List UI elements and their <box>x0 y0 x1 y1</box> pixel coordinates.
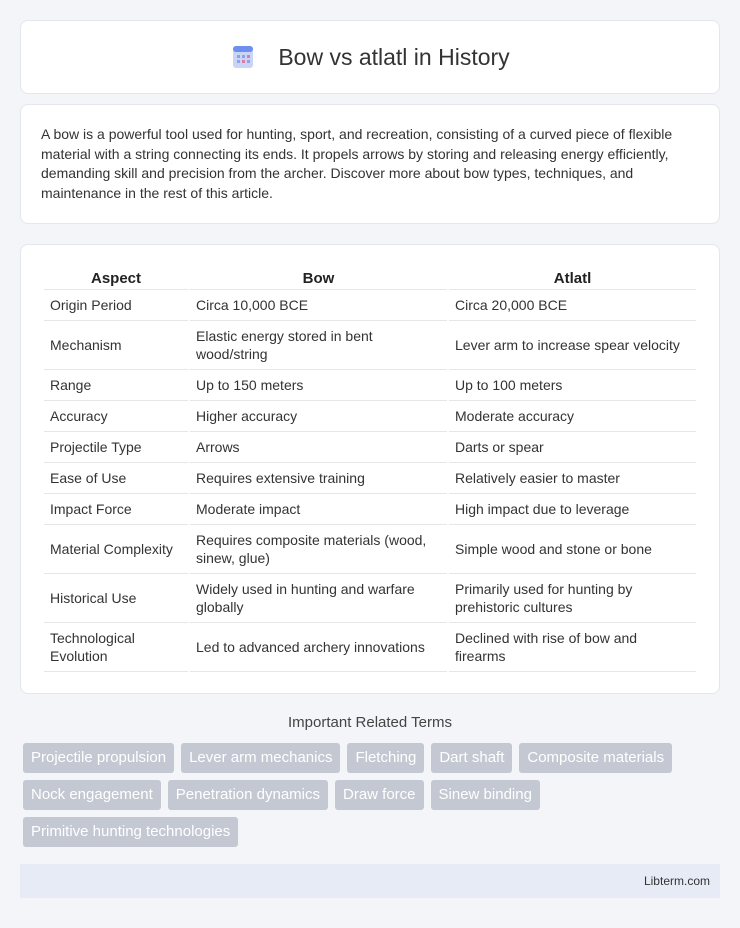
cell-bow: Elastic energy stored in bent wood/string <box>190 321 447 370</box>
comparison-card <box>20 244 720 694</box>
cell-aspect: Mechanism <box>44 321 188 370</box>
cell-atlatl: Primarily used for hunting by prehistoric cultures <box>449 574 696 623</box>
cell-aspect: Impact Force <box>44 494 188 525</box>
cell-bow: Arrows <box>190 432 447 463</box>
cell-atlatl: Darts or spear <box>449 432 696 463</box>
table-row <box>44 463 696 494</box>
comparison-table <box>42 265 698 672</box>
header-card <box>20 20 720 94</box>
cell-aspect: Historical Use <box>44 574 188 623</box>
related-terms-title: Important Related Terms <box>288 714 452 731</box>
term-tag[interactable]: Penetration dynamics <box>168 780 328 810</box>
term-tag[interactable]: Sinew binding <box>431 780 540 810</box>
related-terms-list <box>20 743 720 847</box>
cell-atlatl: Circa 20,000 BCE <box>449 290 696 321</box>
cell-bow: Led to advanced archery innovations <box>190 623 447 672</box>
intro-text: A bow is a powerful tool used for hunting, sport, and recreation, consisting of a curved piece of flexible material with a string connecting its ends. It propels arrows by storing and releasing energy efficiently, demanding skill and precision from the archer. Discover more about bow types, techniques, and maintenance in the rest of this article. <box>41 126 673 201</box>
term-tag[interactable]: Composite materials <box>519 743 672 773</box>
footer <box>20 864 720 898</box>
cell-bow: Widely used in hunting and warfare globally <box>190 574 447 623</box>
table-row <box>44 623 696 672</box>
cell-aspect: Material Complexity <box>44 525 188 574</box>
cell-aspect: Range <box>44 370 188 401</box>
table-row <box>44 494 696 525</box>
term-tag[interactable]: Fletching <box>347 743 424 773</box>
table-row <box>44 525 696 574</box>
table-row <box>44 290 696 321</box>
cell-aspect: Projectile Type <box>44 432 188 463</box>
term-tag[interactable]: Primitive hunting technologies <box>23 817 238 847</box>
cell-atlatl: Relatively easier to master <box>449 463 696 494</box>
cell-bow: Higher accuracy <box>190 401 447 432</box>
header-aspect: Aspect <box>44 265 188 290</box>
table-header-row <box>44 265 696 290</box>
cell-bow: Requires extensive training <box>190 463 447 494</box>
table-row <box>44 321 696 370</box>
cell-aspect: Technological Evolution <box>44 623 188 672</box>
cell-atlatl: High impact due to leverage <box>449 494 696 525</box>
term-tag[interactable]: Projectile propulsion <box>23 743 174 773</box>
table-row <box>44 370 696 401</box>
page-title: Bow vs atlatl in History <box>278 43 510 70</box>
cell-aspect: Ease of Use <box>44 463 188 494</box>
table-row <box>44 432 696 463</box>
intro-card <box>20 104 720 224</box>
cell-atlatl: Simple wood and stone or bone <box>449 525 696 574</box>
table-row <box>44 574 696 623</box>
term-tag[interactable]: Draw force <box>335 780 424 810</box>
cell-aspect: Origin Period <box>44 290 188 321</box>
cell-bow: Requires composite materials (wood, sinew, glue) <box>190 525 447 574</box>
cell-atlatl: Declined with rise of bow and firearms <box>449 623 696 672</box>
term-tag[interactable]: Nock engagement <box>23 780 161 810</box>
term-tag[interactable]: Lever arm mechanics <box>181 743 340 773</box>
cell-bow: Moderate impact <box>190 494 447 525</box>
table-row <box>44 401 696 432</box>
footer-site-link[interactable]: Libterm.com <box>643 874 710 888</box>
header-bow: Bow <box>190 265 447 290</box>
term-tag[interactable]: Dart shaft <box>431 743 512 773</box>
header-atlatl: Atlatl <box>449 265 696 290</box>
cell-bow: Circa 10,000 BCE <box>190 290 447 321</box>
cell-bow: Up to 150 meters <box>190 370 447 401</box>
cell-aspect: Accuracy <box>44 401 188 432</box>
cell-atlatl: Up to 100 meters <box>449 370 696 401</box>
cell-atlatl: Moderate accuracy <box>449 401 696 432</box>
cell-atlatl: Lever arm to increase spear velocity <box>449 321 696 370</box>
document-icon <box>230 44 256 70</box>
related-terms-section <box>20 704 720 847</box>
